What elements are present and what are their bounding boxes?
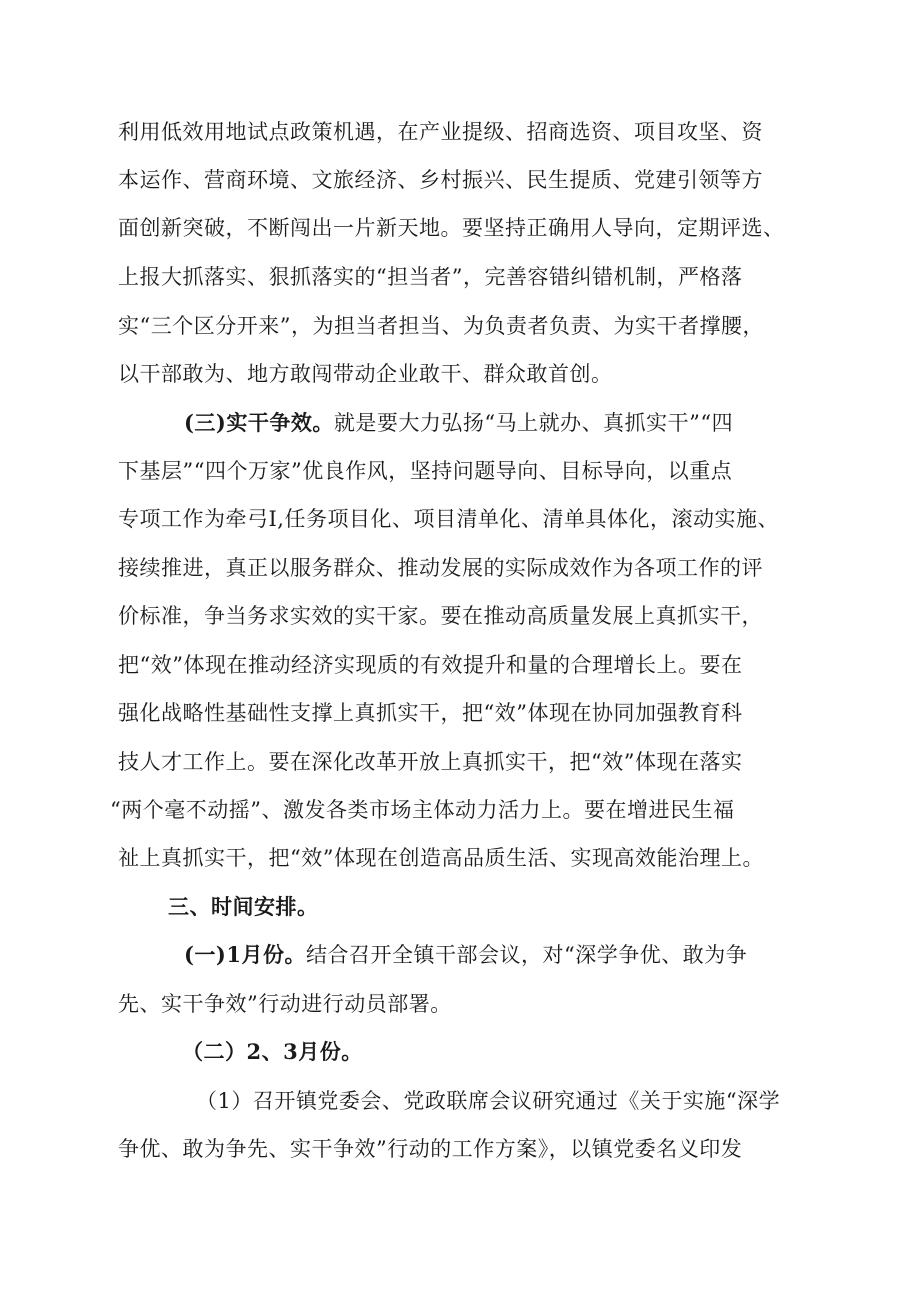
line-18 — [184, 937, 747, 973]
line-5 — [118, 308, 764, 344]
line-15 — [110, 792, 734, 828]
text: 技人才工作上。要在深化改革开放上真抓实干，把“效”体现在落实 — [118, 750, 743, 774]
line-2 — [118, 162, 763, 198]
line-17 — [168, 889, 319, 925]
text: 本运作、营商环境、文旅经济、乡村振兴、民生提质、党建引领等方 — [118, 168, 763, 192]
text: 以干部敢为、地方敢闯带动企业敢干、群众敢首创。 — [118, 362, 613, 386]
text: 结合召开全镇干部会议，对“深学争优、敢为争 — [305, 943, 748, 967]
line-16 — [118, 840, 764, 876]
text: 下基层”“四个万家”优良作风，坚持问题导向、目标导向，以重点 — [118, 459, 733, 483]
text: 上报大抓落实、狠抓落实的“担当者”，完善容错纠错机制，严格落 — [118, 265, 743, 289]
line-20 — [182, 1034, 363, 1070]
text: 面创新突破，不断闯出一片新天地。要坚持正确用人导向，定期评选、 — [118, 216, 785, 240]
text: 把“效”体现在推动经济实现质的有效提升和量的合理增长上。要在 — [118, 653, 743, 677]
heading-text: (三)实干争效。 — [184, 410, 334, 435]
line-12 — [118, 647, 742, 683]
text: 就是要大力弘扬“马上就办、真抓实干”“四 — [333, 411, 734, 435]
line-14 — [118, 744, 742, 780]
line-21 — [196, 1083, 780, 1119]
text: 实“三个区分开来”，为担当者担当、为负责者负责、为实干者撑腰， — [118, 314, 764, 338]
text: 利用低效用地试点政策机遇，在产业提级、招商选资、项目攻坚、资 — [118, 120, 763, 144]
line-22 — [118, 1131, 742, 1167]
line-7 — [184, 405, 733, 441]
line-4 — [118, 259, 742, 295]
line-9 — [118, 501, 779, 537]
text: （1）召开镇党委会、党政联席会议研究通过《关于实施“深学 — [196, 1089, 781, 1113]
line-10 — [118, 550, 763, 586]
heading-text: （二）2、3月份。 — [182, 1039, 363, 1064]
heading-text: (一)1月份。 — [184, 942, 306, 967]
text: “两个毫不动摇”、激发各类市场主体动力活力上。要在增进民生福 — [110, 798, 735, 822]
text: 先、实干争效”行动进行动员部署。 — [118, 992, 452, 1016]
section-heading: 三、时间安排。 — [168, 894, 319, 919]
text: 强化战略性基础性支撑上真抓实干，把“效”体现在协同加强教育科 — [118, 701, 743, 725]
line-6 — [118, 356, 613, 392]
line-3 — [118, 210, 785, 246]
line-11 — [118, 598, 763, 634]
line-8 — [118, 453, 732, 489]
text: 祉上真抓实干，把“效”体现在创造高品质生活、实现高效能治理上。 — [118, 846, 764, 870]
text: 接续推进，真正以服务群众、推动发展的实际成效作为各项工作的评 — [118, 556, 763, 580]
line-19 — [118, 986, 452, 1022]
text: 价标准，争当务求实效的实干家。要在推动高质量发展上真抓实干， — [118, 604, 763, 628]
text: 专项工作为牵弓I,任务项目化、项目清单化、清单具体化，滚动实施、 — [118, 507, 779, 531]
line-1 — [118, 114, 763, 150]
text: 争优、敢为争先、实干争效”行动的工作方案》，以镇党委名义印发 — [118, 1137, 743, 1161]
line-13 — [118, 695, 742, 731]
